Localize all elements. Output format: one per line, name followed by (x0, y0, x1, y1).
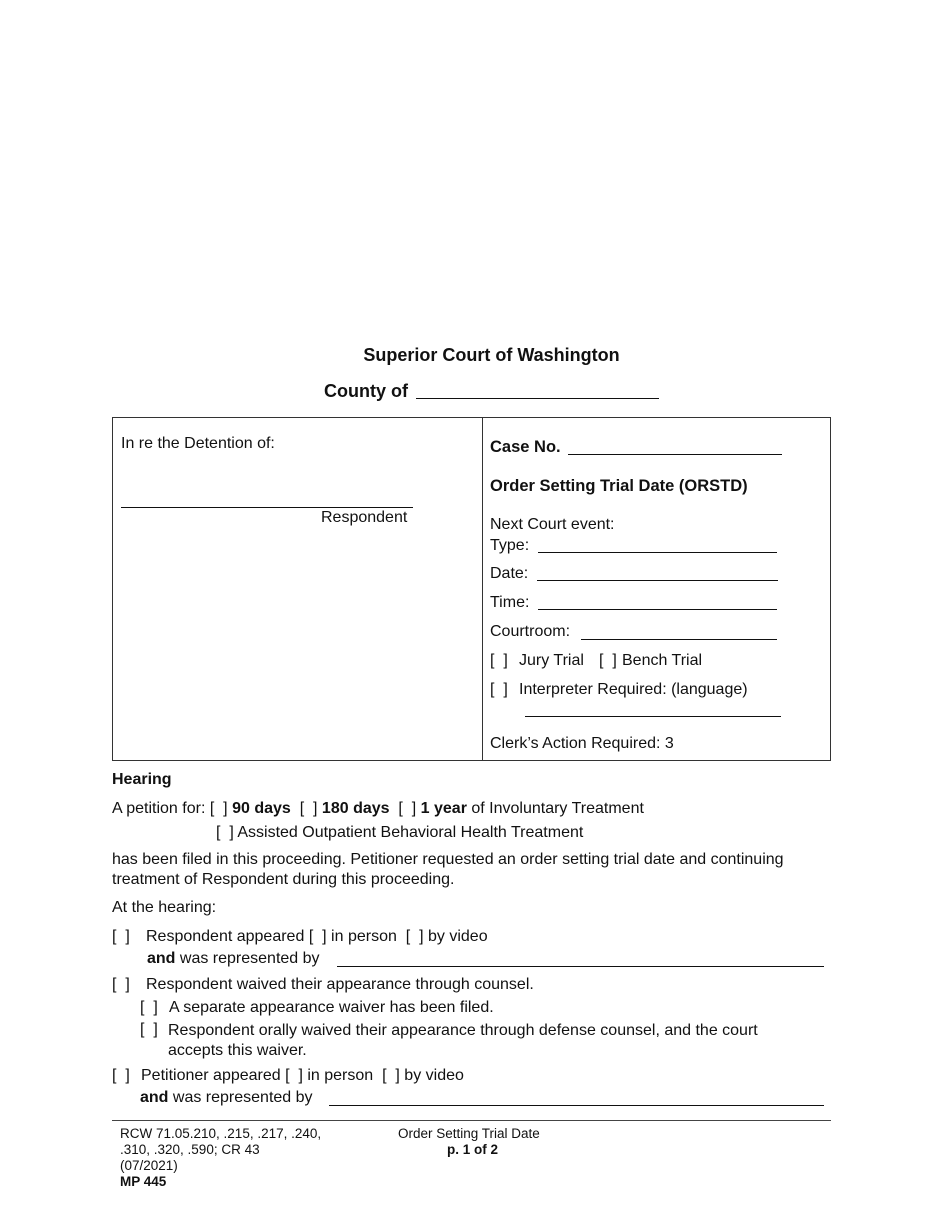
respondent-in-person-checkbox[interactable]: [ ] (308, 928, 327, 945)
type-field[interactable] (538, 552, 777, 553)
petitioner-in-person-label: in person (307, 1067, 374, 1084)
case-no-label: Case No. (490, 438, 561, 456)
footer-title: Order Setting Trial Date (398, 1126, 540, 1141)
respondent-appeared-line (146, 928, 488, 946)
respondent-counsel-field[interactable] (337, 966, 824, 967)
interpreter-checkbox[interactable]: [ ] (490, 681, 508, 698)
1-year-label: 1 year (420, 800, 467, 817)
date-field[interactable] (537, 580, 778, 581)
petitioner-by-video-checkbox[interactable]: [ ] (382, 1067, 400, 1084)
jury-trial-checkbox[interactable]: [ ] (490, 652, 508, 669)
date-label: Date: (490, 565, 529, 582)
time-label: Time: (490, 594, 530, 611)
represented-by-label: was represented by (179, 950, 320, 967)
next-court-event-label: Next Court event: (490, 516, 615, 533)
case-no-field[interactable] (568, 454, 782, 455)
county-field[interactable] (416, 398, 659, 399)
filed-paragraph: has been filed in this proceeding. Petitioner requested an order setting trial date and continuing treatment of Respondent during this proceeding. (112, 851, 784, 888)
and-label: and (147, 950, 176, 967)
rcw-line-1: RCW 71.05.210, .215, .217, .240, (120, 1126, 322, 1141)
at-hearing-label: At the hearing: (112, 899, 217, 916)
courtroom-label: Courtroom: (490, 623, 571, 640)
court-title: Superior Court of Washington (363, 345, 620, 365)
1-year-checkbox[interactable]: [ ] (398, 800, 417, 817)
oral-waiver-checkbox[interactable]: [ ] (140, 1021, 158, 1038)
90-days-checkbox[interactable]: [ ] (209, 800, 228, 817)
and-label: and (140, 1089, 169, 1106)
petitioner-appeared-label: Petitioner appeared (141, 1067, 281, 1084)
180-days-checkbox[interactable]: [ ] (299, 800, 318, 817)
petitioner-counsel-line (140, 1089, 313, 1107)
separate-waiver-checkbox[interactable]: [ ] (140, 999, 158, 1016)
respondent-by-video-checkbox[interactable]: [ ] (405, 928, 424, 945)
respondent-name-field[interactable] (121, 507, 413, 508)
caption-box (112, 417, 831, 761)
respondent-label: Respondent (321, 509, 408, 526)
hearing-heading: Hearing (112, 771, 172, 788)
document-title: Order Setting Trial Date (ORSTD) (490, 477, 748, 495)
oral-waiver-label: Respondent orally waived their appearance through defense counsel, and the court accepts this waiver. (168, 1022, 758, 1059)
respondent-waived-checkbox[interactable]: [ ] (112, 976, 130, 993)
type-label: Type: (490, 537, 530, 554)
form-id: MP 445 (120, 1174, 167, 1189)
assisted-label: Assisted Outpatient Behavioral Health Treatment (237, 824, 584, 841)
rcw-line-2: .310, .320, .590; CR 43 (120, 1142, 260, 1157)
petition-line (112, 800, 644, 818)
respondent-in-person-label: in person (331, 928, 397, 945)
interpreter-label: Interpreter Required: (language) (519, 681, 748, 698)
90-days-label: 90 days (232, 800, 291, 817)
county-label: County of (324, 381, 408, 401)
respondent-appeared-checkbox[interactable]: [ ] (112, 928, 130, 945)
in-re-label: In re the Detention of: (121, 435, 275, 452)
assisted-line (216, 824, 583, 842)
petitioner-appeared-line (141, 1067, 464, 1085)
page-number: p. 1 of 2 (447, 1142, 499, 1157)
bench-trial-label: Bench Trial (622, 652, 703, 669)
bench-trial-checkbox[interactable]: [ ] (599, 652, 617, 669)
assisted-checkbox[interactable]: [ ] (216, 824, 234, 841)
petitioner-by-video-label: by video (404, 1067, 464, 1084)
jury-trial-label: Jury Trial (519, 652, 584, 669)
caption-divider (482, 417, 483, 761)
respondent-by-video-label: by video (428, 928, 488, 945)
180-days-label: 180 days (321, 800, 390, 817)
petitioner-counsel-field[interactable] (329, 1105, 824, 1106)
respondent-waived-label: Respondent waived their appearance through counsel. (146, 976, 534, 993)
time-field[interactable] (538, 609, 777, 610)
petitioner-appeared-checkbox[interactable]: [ ] (112, 1067, 130, 1084)
respondent-appeared-label: Respondent appeared (146, 928, 305, 945)
revision-date: (07/2021) (120, 1158, 178, 1173)
clerk-action: Clerk’s Action Required: 3 (490, 735, 674, 752)
courtroom-field[interactable] (581, 639, 777, 640)
petitioner-in-person-checkbox[interactable]: [ ] (285, 1067, 303, 1084)
respondent-counsel-line (147, 950, 320, 968)
petition-prefix: A petition for: (112, 800, 206, 817)
separate-waiver-label: A separate appearance waiver has been filed. (169, 999, 494, 1016)
language-field[interactable] (525, 716, 781, 717)
footer-rule (112, 1120, 831, 1121)
involuntary-label: of Involuntary Treatment (471, 800, 644, 817)
represented-by-label: was represented by (172, 1089, 313, 1106)
